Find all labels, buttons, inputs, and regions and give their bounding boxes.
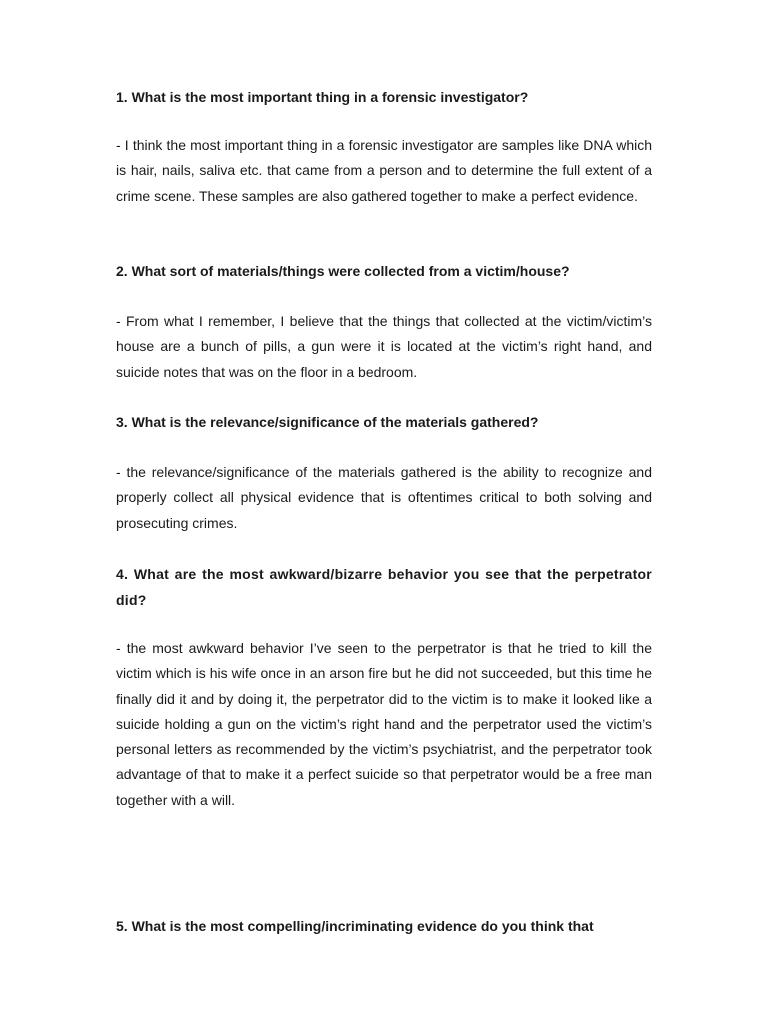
question-5: 5. What is the most compelling/incriminating evidence do you think that: [116, 918, 594, 934]
question-1: 1. What is the most important thing in a forensic investigator?: [116, 89, 529, 105]
answer-4: - the most awkward behavior I’ve seen to the perpetrator is that he tried to kill the victim which is his wife once in an arson fire but he did not succeeded, but this time he finally did it and by doing it, the perpetrator did to the victim is to make it looked like a suicide holding a gun on the victim’s right hand and the perpetrator used the victim’s personal letters as recommended by the victim’s psychiatrist, and the perpetrator took advantage of that to make it a perfect suicide so that perpetrator would be a free man together with a will.: [116, 640, 652, 808]
answer-3: - the relevance/significance of the materials gathered is the ability to recognize and properly collect all physical evidence that is oftentimes critical to both solving and prosecuting crimes.: [116, 464, 652, 531]
question-2: 2. What sort of materials/things were collected from a victim/house?: [116, 263, 570, 279]
answer-2: - From what I remember, I believe that the things that collected at the victim/victim’s house are a bunch of pills, a gun were it is located at the victim’s right hand, and suicide notes that was on the floor in a bedroom.: [116, 313, 652, 380]
answer-1: - I think the most important thing in a forensic investigator are samples like DNA which is hair, nails, saliva etc. that came from a person and to determine the full extent of a crime scene. These samples are also gathered together to make a perfect evidence.: [116, 137, 652, 204]
question-4: 4. What are the most awkward/bizarre behavior you see that the perpetrator did?: [116, 566, 652, 608]
question-3: 3. What is the relevance/significance of the materials gathered?: [116, 414, 539, 430]
